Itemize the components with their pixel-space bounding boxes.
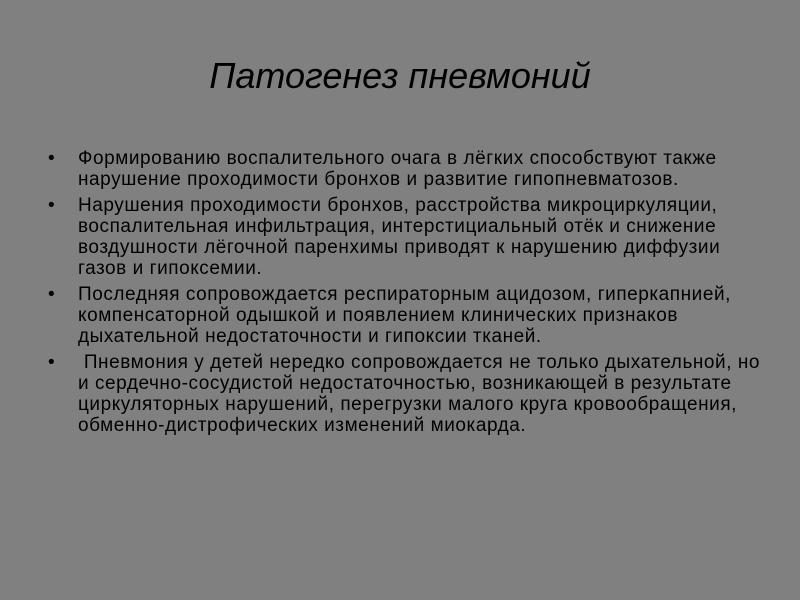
bullet-item: [46, 148, 766, 190]
bullet-icon: •: [48, 284, 56, 305]
bullet-item: [46, 195, 766, 279]
bullet-text: Формированию воспалительного очага в лёгких способствуют также нарушение проходимости бронхов и развитие гипопневматозов.: [78, 148, 717, 190]
slide-title: Патогенез пневмоний: [209, 55, 591, 96]
bullet-item: [46, 284, 766, 347]
bullet-item: [46, 352, 766, 436]
bullet-text: Пневмония у детей нередко сопровождается не только дыхательной, но и сердечно-сосудистой недостаточностью, возникающей в результате циркуляторных нарушений, перегрузки малого круга кровообращения, обменно-дистрофических изменений миокарда.: [78, 352, 766, 436]
bullet-icon: •: [48, 352, 56, 373]
bullet-text: Нарушения проходимости бронхов, расстройства микроциркуляции, воспалительная инфильтрация, интерстициальный отёк и снижение воздушности лёгочной паренхимы приводят к нарушению диффузии газов и гипоксемии.: [78, 195, 721, 279]
bullet-icon: •: [48, 148, 56, 169]
bullet-icon: •: [48, 195, 56, 216]
bullet-text: Последняя сопровождается респираторным ацидозом, гиперкапнией, компенсаторной одышкой и появлением клинических признаков дыхательной недостаточности и гипоксии тканей.: [78, 284, 731, 347]
bullet-list: [46, 148, 766, 441]
